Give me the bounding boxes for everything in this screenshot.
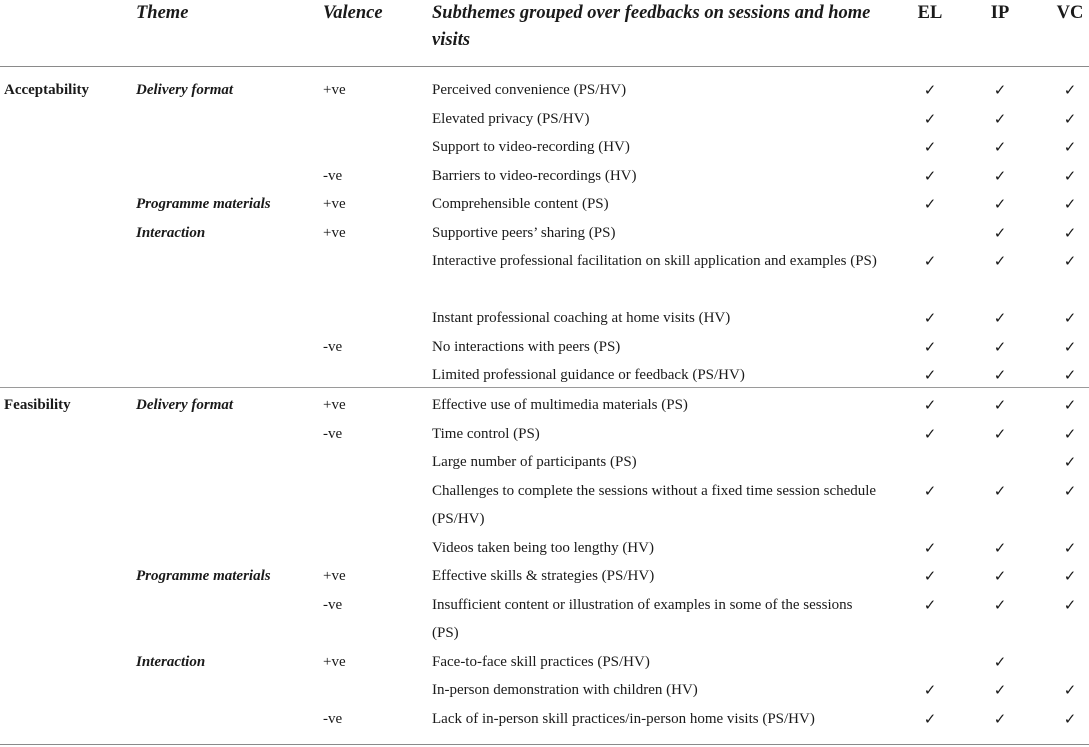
valence-label: -ve: [323, 338, 343, 355]
check-mark-ip: ✓: [993, 223, 1007, 242]
header-divider: [0, 66, 1089, 67]
table-row: [0, 76, 1089, 105]
check-mark-el: ✓: [923, 166, 937, 185]
check-mark-vc: ✓: [1063, 138, 1077, 156]
check-mark-vc: ✓: [1063, 81, 1077, 99]
check-mark-ip: ✓: [993, 424, 1007, 443]
check-mark-vc: ✓: [1063, 396, 1077, 414]
valence-label: +ve: [323, 653, 346, 670]
subtheme-text: Interactive professional facilitation on skill application and examples (PS): [432, 253, 877, 269]
table-bottom-rule: [0, 744, 1089, 745]
table-row: [0, 562, 1089, 591]
table-row: [0, 420, 1089, 449]
category-label: Interaction: [136, 653, 206, 670]
subtheme-text: Face-to-face skill practices (PS/HV): [432, 653, 650, 670]
check-mark-ip: ✓: [993, 166, 1007, 185]
table-row: [0, 247, 1089, 304]
section-feasibility: [0, 391, 1089, 733]
subtheme-text: Effective use of multimedia materials (PS): [432, 397, 688, 413]
check-mark-ip: ✓: [993, 252, 1007, 270]
check-mark-ip: ✓: [993, 309, 1007, 327]
check-mark-ip: ✓: [993, 709, 1007, 728]
check-mark-vc: ✓: [1063, 252, 1077, 270]
check-mark-vc: ✓: [1063, 223, 1077, 242]
check-mark-el: ✓: [923, 595, 937, 614]
subtheme-text: Time control (PS): [432, 425, 540, 442]
check-mark-vc: ✓: [1063, 109, 1077, 128]
table-row: [0, 162, 1089, 191]
check-mark-el: ✓: [923, 366, 937, 384]
subtheme-text: Barriers to video-recordings (HV): [432, 167, 637, 184]
table-row: [0, 304, 1089, 333]
check-mark-ip: ✓: [993, 109, 1007, 128]
category-label: Interaction: [136, 224, 206, 241]
check-mark-el: ✓: [923, 138, 937, 156]
table-row: [0, 448, 1089, 477]
valence-label: +ve: [323, 224, 346, 241]
check-mark-vc: ✓: [1063, 195, 1077, 213]
table-row: [0, 361, 1089, 390]
subtheme-text: Supportive peers’ sharing (PS): [432, 224, 616, 241]
header-el: EL: [917, 3, 943, 23]
check-mark-el: ✓: [923, 309, 937, 327]
valence-label: -ve: [323, 425, 343, 442]
check-mark-ip: ✓: [993, 81, 1007, 99]
header-ip: IP: [990, 3, 1010, 23]
table-row: [0, 676, 1089, 705]
check-mark-ip: ✓: [993, 337, 1007, 356]
check-mark-vc: ✓: [1063, 424, 1077, 443]
category-label: Programme materials: [136, 196, 271, 212]
check-mark-vc: ✓: [1063, 337, 1077, 356]
check-mark-vc: ✓: [1063, 366, 1077, 384]
check-mark-el: ✓: [923, 709, 937, 728]
theme-label: Feasibility: [4, 397, 71, 413]
subtheme-text: Instant professional coaching at home visits (HV): [432, 310, 731, 326]
check-mark-vc: ✓: [1063, 567, 1077, 585]
table-row: [0, 705, 1089, 734]
check-mark-el: ✓: [923, 424, 937, 443]
subtheme-text: Challenges to complete the sessions without a fixed time session schedule (PS/HV): [432, 482, 877, 527]
section-acceptability: [0, 76, 1089, 390]
section-divider: [0, 387, 1089, 388]
valence-label: -ve: [323, 596, 343, 613]
table-row: [0, 648, 1089, 677]
check-mark-ip: ✓: [993, 138, 1007, 156]
check-mark-ip: ✓: [993, 567, 1007, 585]
subtheme-text: No interactions with peers (PS): [432, 338, 621, 355]
category-label: Delivery format: [136, 397, 234, 413]
subtheme-text: Effective skills & strategies (PS/HV): [432, 568, 655, 584]
check-mark-el: ✓: [923, 195, 937, 213]
check-mark-el: ✓: [923, 481, 937, 500]
check-mark-vc: ✓: [1063, 709, 1077, 728]
check-mark-ip: ✓: [993, 396, 1007, 414]
valence-label: +ve: [323, 568, 346, 584]
valence-label: +ve: [323, 397, 346, 413]
subtheme-text: Videos taken being too lengthy (HV): [432, 539, 654, 556]
subtheme-text: Comprehensible content (PS): [432, 196, 609, 212]
check-mark-vc: ✓: [1063, 453, 1077, 471]
table-row: [0, 333, 1089, 362]
header-valence: Valence: [323, 3, 383, 23]
subtheme-text: Insufficient content or illustration of examples in some of the sessions (PS): [432, 596, 853, 641]
check-mark-vc: ✓: [1063, 595, 1077, 614]
table-row: [0, 190, 1089, 219]
subtheme-text: In-person demonstration with children (HV): [432, 682, 698, 698]
check-mark-ip: ✓: [993, 366, 1007, 384]
check-mark-vc: ✓: [1063, 166, 1077, 185]
subtheme-text: Large number of participants (PS): [432, 454, 637, 470]
check-mark-vc: ✓: [1063, 681, 1077, 699]
check-mark-el: ✓: [923, 109, 937, 128]
check-mark-ip: ✓: [993, 595, 1007, 614]
header-subthemes: Subthemes grouped over feedbacks on sessions and home visits: [432, 3, 871, 50]
table-row: [0, 133, 1089, 162]
check-mark-el: ✓: [923, 538, 937, 557]
subtheme-text: Elevated privacy (PS/HV): [432, 110, 590, 127]
header-theme: Theme: [136, 3, 189, 23]
check-mark-ip: ✓: [993, 681, 1007, 699]
check-mark-el: ✓: [923, 337, 937, 356]
header-vc: VC: [1056, 3, 1084, 23]
table-row: [0, 477, 1089, 534]
valence-label: +ve: [323, 82, 346, 98]
table-row: [0, 591, 1089, 648]
theme-label: Acceptability: [4, 82, 89, 98]
check-mark-el: ✓: [923, 681, 937, 699]
subtheme-text: Perceived convenience (PS/HV): [432, 82, 627, 98]
check-mark-el: ✓: [923, 567, 937, 585]
table-row: [0, 219, 1089, 248]
valence-label: -ve: [323, 710, 343, 727]
table-header: [0, 0, 1089, 66]
check-mark-ip: ✓: [993, 481, 1007, 500]
check-mark-ip: ✓: [993, 652, 1007, 671]
check-mark-el: ✓: [923, 252, 937, 270]
subtheme-text: Lack of in-person skill practices/in-person home visits (PS/HV): [432, 710, 815, 727]
check-mark-vc: ✓: [1063, 309, 1077, 327]
check-mark-ip: ✓: [993, 538, 1007, 557]
table-row: [0, 534, 1089, 563]
table-row: [0, 105, 1089, 134]
check-mark-vc: ✓: [1063, 538, 1077, 557]
check-mark-el: ✓: [923, 81, 937, 99]
subtheme-text: Support to video-recording (HV): [432, 139, 630, 155]
check-mark-vc: ✓: [1063, 481, 1077, 500]
check-mark-ip: ✓: [993, 195, 1007, 213]
table-row: [0, 391, 1089, 420]
category-label: Delivery format: [136, 82, 234, 98]
check-mark-el: ✓: [923, 396, 937, 414]
valence-label: +ve: [323, 196, 346, 212]
category-label: Programme materials: [136, 568, 271, 584]
valence-label: -ve: [323, 167, 343, 184]
subtheme-text: Limited professional guidance or feedback (PS/HV): [432, 367, 745, 383]
